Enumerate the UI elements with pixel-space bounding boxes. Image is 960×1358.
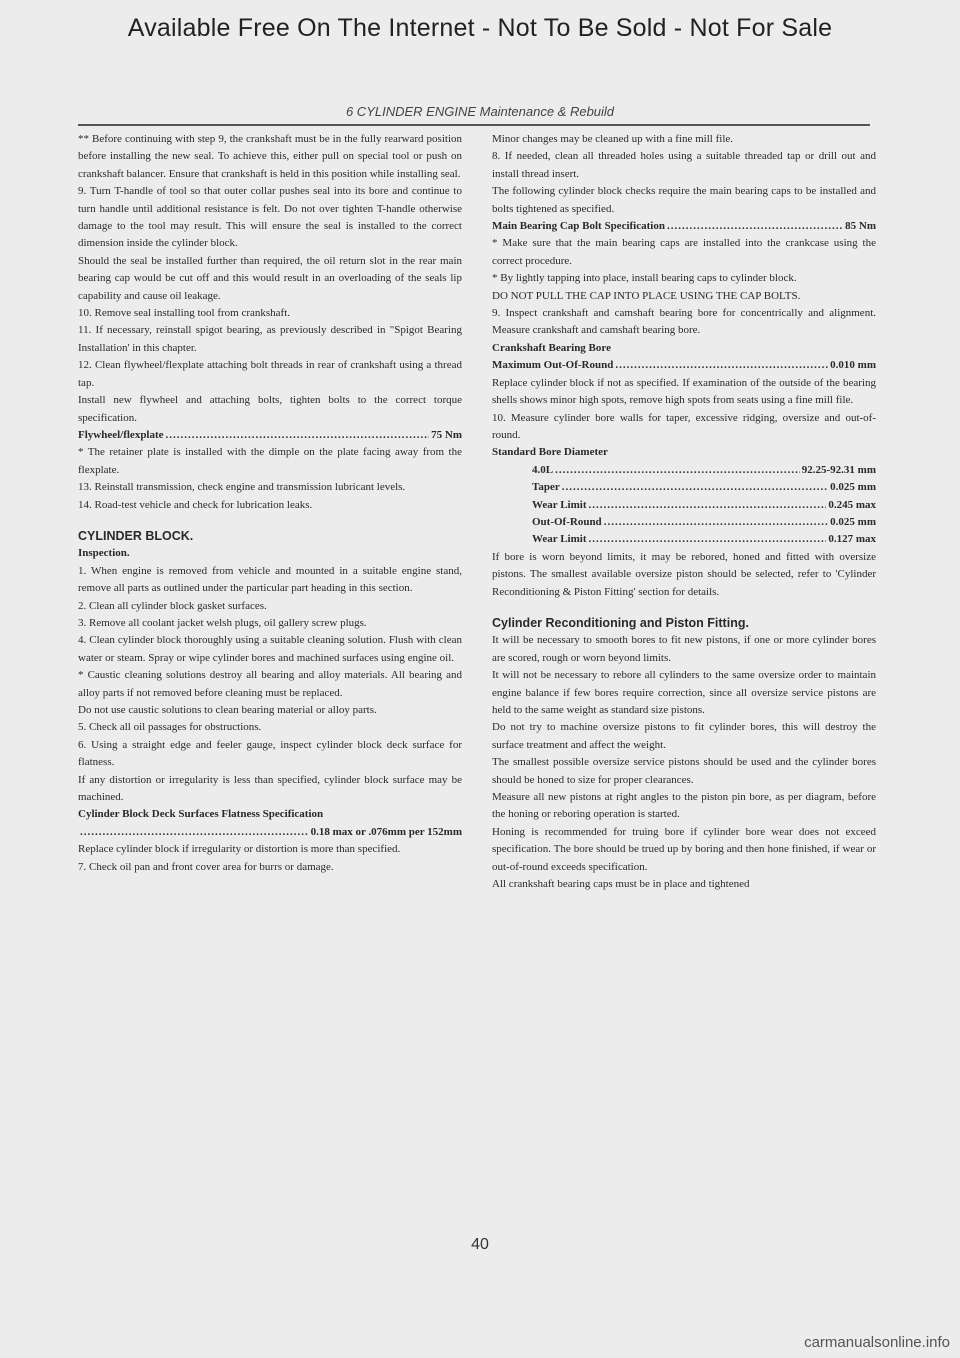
site-watermark: carmanualsonline.info [804,1334,950,1351]
paragraph: It will not be necessary to rebore all cylinders to the same oversize order to maintain engine balance if few bores require correction, since all oversize service pistons are held to the same weight as standard size pistons. [492,669,876,716]
step-paragraph: 4. Clean cylinder block thoroughly using a suitable cleaning solution. Flush with clean water or steam. Spray or wipe cylinder bores and machined surfaces using engine oil. [78,634,462,664]
paragraph: Minor changes may be cleaned up with a fine mill file. [492,133,734,145]
step-paragraph: 10. Measure cylinder bore walls for taper, excessive ridging, oversize and out-of-round. [492,411,876,441]
spec-value: 0.127 max [828,533,876,546]
step-paragraph: 6. Using a straight edge and feeler gauge, inspect cylinder block deck surface for flatness. [78,738,462,769]
step-paragraph: 5. Check all oil passages for obstructions. [78,721,262,734]
paragraph: Do not try to machine oversize pistons to fit cylinder bores, this will destroy the surface treatment and affect the weight. [492,721,876,751]
step-paragraph: 11. If necessary, reinstall spigot bearing, as previously described in "Spigot Bearing Installation' in this chapter. [78,324,462,354]
paragraph: Should the seal be installed further than required, the oil return slot in the rear main bearing cap would be cut off and this would result in an overloading of the seals lip capability and cause oil leakage. [78,254,462,302]
spec-value: 0.18 max or .076mm per 152mm [310,825,462,838]
spec-label: 4.0L [532,463,554,476]
step-paragraph: 9. Inspect crankshaft and camshaft bearing bore for concentrically and alignment. Measure crankshaft and camshaft bearing bore. [492,307,876,337]
spec-value: 0.025 mm [830,515,876,528]
header-rule [78,124,870,126]
step-paragraph: 9. Turn T-handle of tool so that outer collar pushes seal into its bore and continue to turn handle until additional resistance is felt. Do not over tighten T-handle otherwise damage to the tool may result. This will ensure the seal is installed to the correct dimension inside the cylinder block. [78,185,462,250]
spec-value: 0.010 mm [830,359,876,372]
paragraph: Do not use caustic solutions to clean bearing material or alloy parts. [78,704,377,716]
paragraph: It will be necessary to smooth bores to fit new pistons, if one or more cylinder bores are scored, rough or worn beyond limits. [492,634,876,664]
paragraph: All crankshaft bearing caps must be in place and tightened [492,878,750,891]
step-paragraph: 7. Check oil pan and front cover area for burrs or damage. [78,860,334,873]
spec-label: Main Bearing Cap Bolt Specification [492,220,665,233]
spec-value: 0.025 mm [830,481,876,494]
paragraph: The smallest possible oversize service pistons should be used and the cylinder bores should be honed to size for proper clearances. [492,756,876,786]
leader-dots [166,427,430,444]
running-head: 6 CYLINDER ENGINE Maintenance & Rebuild [345,104,615,119]
paragraph: Replace cylinder block if not as specified. If examination of the outside of the bearing shells shows minor high spots, remove high spots from seats using a fine mill file. [492,376,876,407]
step-paragraph: 3. Remove all coolant jacket welsh plugs, oil gallery screw plugs. [78,616,367,629]
bore-spec-line [492,462,876,479]
main-bearing-spec-line [492,218,876,235]
step-paragraph: 2. Clean all cylinder block gasket surfaces. [78,599,267,612]
spec-label: Out-Of-Round [532,515,602,528]
flatness-spec-label: Cylinder Block Deck Surfaces Flatness Specification [78,808,324,821]
subheading-inspection: Inspection. [78,547,130,560]
leader-dots [604,514,828,531]
leader-dots [588,497,826,514]
spec-label: Flywheel/flexplate [78,428,164,441]
note-paragraph: * Make sure that the main bearing caps are installed into the crankcase using the correct procedure. [492,237,876,267]
left-column [78,131,462,876]
leader-dots [667,218,843,235]
section-heading-cylinder-block: CYLINDER BLOCK. [78,528,194,543]
note-paragraph: * Caustic cleaning solutions destroy all bearing and alloy materials. All bearing and alloy parts if not removed before cleaning must be replaced. [78,669,462,699]
note-paragraph: * By lightly tapping into place, install bearing caps to cylinder block. [492,272,797,285]
subheading-crankshaft-bearing-bore: Crankshaft Bearing Bore [492,341,611,354]
leader-dots [555,462,800,479]
paragraph: ** Before continuing with step 9, the crankshaft must be in the fully rearward position before installing the new seal. To achieve this, either pull on special tool or push on crankshaft balancer. Ensure that crankshaft is held in this position while installing seal. [78,133,462,180]
paragraph: Install new flywheel and attaching bolts, tighten bolts to the correct torque specification. [78,394,462,424]
right-column [492,131,876,893]
subheading-standard-bore-diameter: Standard Bore Diameter [492,446,608,459]
step-paragraph: 8. If needed, clean all threaded holes using a suitable threaded tap or drill out and install thread insert. [492,150,876,180]
leader-dots [80,824,309,841]
leader-dots [615,357,828,374]
bore-spec-line [492,497,876,514]
step-paragraph: 1. When engine is removed from vehicle and mounted in a suitable engine stand, remove all parts as outlined under the particular part heading in this section. [78,564,462,595]
paragraph: If any distortion or irregularity is less than specified, cylinder block surface may be machined. [78,773,462,804]
spec-label: Wear Limit [532,498,587,511]
spec-label: Maximum Out-Of-Round [492,359,614,372]
spec-value: 0.245 max [828,498,876,511]
spec-label: Wear Limit [532,533,587,546]
paragraph: Honing is recommended for truing bore if cylinder bore wear does not exceed specification. The bore should be trued up by boring and then hone finished, if wear or out-of-round exceeds specification. [492,825,876,873]
step-paragraph: 13. Reinstall transmission, check engine and transmission lubricant levels. [78,481,406,494]
flatness-spec-line [78,824,462,841]
step-paragraph: 10. Remove seal installing tool from crankshaft. [78,307,291,320]
spec-label: Taper [532,481,560,494]
bore-spec-line [492,514,876,531]
leader-dots [588,531,826,548]
step-paragraph: 14. Road-test vehicle and check for lubrication leaks. [78,498,313,511]
paragraph: Replace cylinder block if irregularity or distortion is more than specified. [78,843,401,856]
note-paragraph: * The retainer plate is installed with the dimple on the plate facing away from the flexplate. [78,446,462,476]
leader-dots [562,479,828,496]
step-paragraph: 12. Clean flywheel/flexplate attaching bolt threads in rear of crankshaft using a thread tap. [78,359,462,389]
page-number: 40 [471,1236,489,1253]
out-of-round-spec-line [492,357,876,374]
flywheel-spec-line [78,427,462,444]
paragraph: If bore is worn beyond limits, it may be rebored, honed and fitted with oversize pistons. The smallest available oversize piston should be selected, refer to 'Cylinder Reconditioning & Piston Fitting' section for details. [492,550,876,598]
spec-value: 92.25-92.31 mm [801,463,876,476]
spec-value: 75 Nm [431,428,462,441]
paragraph: Measure all new pistons at right angles to the piston pin bore, as per diagram, before the honing or reboring operation is started. [492,791,876,821]
spec-value: 85 Nm [845,220,876,233]
watermark-banner: Available Free On The Internet - Not To Be Sold - Not For Sale [127,14,833,42]
section-heading-reconditioning: Cylinder Reconditioning and Piston Fitting. [492,615,749,630]
paragraph: The following cylinder block checks require the main bearing caps to be installed and bolts tightened as specified. [492,185,876,215]
bore-spec-line [492,531,876,548]
bore-spec-line [492,479,876,496]
warning-paragraph: DO NOT PULL THE CAP INTO PLACE USING THE CAP BOLTS. [492,289,801,302]
